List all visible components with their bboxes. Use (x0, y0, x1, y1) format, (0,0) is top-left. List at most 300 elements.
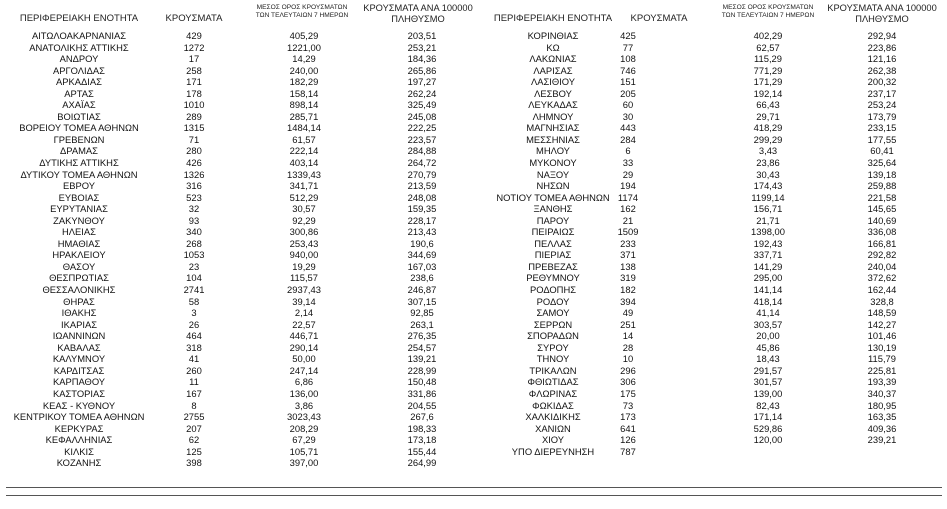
region-name: ΖΑΚΥΝΘΟΥ (53, 214, 105, 226)
table-row (478, 53, 947, 65)
avg-value: 397,00 (289, 457, 319, 469)
table-row (4, 30, 474, 42)
region-name: ΕΒΡΟΥ (62, 180, 95, 192)
region-name: ΝΗΣΩΝ (536, 180, 570, 192)
table-row (478, 30, 947, 42)
per-100k-value: 263,1 (410, 318, 434, 330)
cases-value: 2741 (183, 284, 205, 296)
table-row (4, 53, 474, 65)
table-row (478, 88, 947, 100)
cases-value: 258 (186, 64, 202, 76)
table-row (478, 319, 947, 331)
per-100k-value: 163,35 (867, 411, 897, 423)
per-100k-value: 213,59 (407, 180, 437, 192)
region-name: ΘΗΡΑΣ (63, 295, 95, 307)
table-row (478, 42, 947, 54)
cases-value: 1509 (617, 226, 639, 238)
region-name: ΙΩΑΝΝΙΝΩΝ (52, 330, 106, 342)
cases-value: 73 (622, 399, 634, 411)
table-left (4, 0, 474, 469)
avg-value: 30,43 (756, 168, 780, 180)
per-100k-value: 276,35 (407, 330, 437, 342)
region-name: ΕΥΒΟΙΑΣ (58, 191, 100, 203)
per-100k-value: 92,85 (410, 307, 434, 319)
table-row (4, 192, 474, 204)
avg-value: 19,29 (292, 260, 316, 272)
table-row (478, 388, 947, 400)
per-100k-value: 409,36 (867, 422, 897, 434)
region-name: ΚΕΑΣ - ΚΥΘΝΟΥ (42, 399, 116, 411)
per-100k-value: 139,21 (407, 353, 437, 365)
table-row (478, 157, 947, 169)
per-100k-value: 331,86 (407, 387, 437, 399)
table-row (478, 134, 947, 146)
table-row (4, 457, 474, 469)
avg-value: 174,43 (753, 180, 783, 192)
table-row (4, 42, 474, 54)
cases-value: 62 (188, 434, 200, 446)
cases-value: 787 (620, 445, 636, 457)
region-name: ΚΑΡΔΙΤΣΑΣ (53, 364, 105, 376)
avg-value: 30,57 (292, 203, 316, 215)
per-100k-value: 246,87 (407, 284, 437, 296)
table-row (4, 88, 474, 100)
per-100k-value: 190,6 (410, 237, 434, 249)
per-100k-value: 139,18 (867, 168, 897, 180)
region-name: ΑΧΑΪΑΣ (62, 99, 96, 111)
avg-value: 66,43 (756, 99, 780, 111)
cases-value: 207 (186, 422, 202, 434)
per-100k-value: 253,24 (867, 99, 897, 111)
header-region: ΠΕΡΙΦΕΡΕΙΑΚΗ ΕΝΟΤΗΤΑ (19, 13, 139, 24)
avg-value: 403,14 (289, 157, 319, 169)
region-name: ΠΑΡΟΥ (536, 214, 570, 226)
avg-value: 45,86 (756, 341, 780, 353)
table-row (478, 446, 947, 458)
per-100k-value: 254,57 (407, 341, 437, 353)
cases-value: 394 (620, 295, 636, 307)
table-row (478, 226, 947, 238)
avg-value: 418,29 (753, 122, 783, 134)
region-name: ΘΕΣΠΡΩΤΙΑΣ (49, 272, 109, 284)
table-row (478, 284, 947, 296)
per-100k-value: 101,46 (867, 330, 897, 342)
per-100k-value: 221,58 (867, 191, 897, 203)
region-name: ΚΩ (546, 41, 560, 53)
region-name: ΚΟΡΙΝΘΙΑΣ (527, 30, 579, 41)
avg-value: 23,86 (756, 157, 780, 169)
per-100k-value: 240,04 (867, 260, 897, 272)
region-name: ΑΡΤΑΣ (64, 87, 94, 99)
avg-value: 3023,43 (287, 411, 321, 423)
avg-value: 898,14 (289, 99, 319, 111)
region-name: ΡΟΔΟΠΗΣ (529, 284, 577, 296)
cases-value: 523 (186, 191, 202, 203)
region-name: ΙΘΑΚΗΣ (61, 307, 97, 319)
region-name: ΛΑΣΙΘΙΟΥ (530, 76, 576, 88)
region-name: ΜΕΣΣΗΝΙΑΣ (526, 133, 580, 145)
per-100k-value: 245,08 (407, 110, 437, 122)
cases-value: 104 (186, 272, 202, 284)
table-row (478, 330, 947, 342)
cases-value: 746 (620, 64, 636, 76)
cases-value: 340 (186, 226, 202, 238)
table-row (4, 111, 474, 123)
avg-value: 222,14 (289, 145, 319, 157)
region-name: ΛΗΜΝΟΥ (532, 110, 574, 122)
region-name: ΜΑΓΝΗΣΙΑΣ (526, 122, 580, 134)
avg-value: 92,29 (292, 214, 316, 226)
table-row (4, 215, 474, 227)
avg-value: 303,57 (753, 318, 783, 330)
table-row (4, 423, 474, 435)
avg-value: 2937,43 (287, 284, 321, 296)
cases-value: 28 (622, 341, 634, 353)
region-name: ΚΕΝΤΡΙΚΟΥ ΤΟΜΕΑ ΑΘΗΝΩΝ (13, 411, 145, 423)
table-row (4, 145, 474, 157)
cases-value: 126 (620, 434, 636, 446)
header-avg (242, 4, 362, 20)
table-row (478, 249, 947, 261)
per-100k-value: 121,16 (867, 53, 897, 65)
per-100k-value: 336,08 (867, 226, 897, 238)
cases-value: 251 (620, 318, 636, 330)
per-100k-value: 198,33 (407, 422, 437, 434)
region-name: ΘΕΣΣΑΛΟΝΙΚΗΣ (42, 284, 116, 296)
cases-value: 425 (620, 30, 636, 41)
region-name: ΘΑΣΟΥ (62, 260, 96, 272)
region-name: ΙΚΑΡΙΑΣ (60, 318, 98, 330)
cases-value: 1174 (617, 191, 639, 203)
region-name: ΥΠΟ ΔΙΕΡΕΥΝΗΣΗ (511, 445, 595, 457)
region-name: ΠΕΙΡΑΙΩΣ (531, 226, 575, 238)
avg-value: 62,57 (756, 41, 780, 53)
per-100k-value: 307,15 (407, 295, 437, 307)
region-name: ΑΝΑΤΟΛΙΚΗΣ ΑΤΤΙΚΗΣ (29, 41, 129, 53)
region-name: ΝΟΤΙΟΥ ΤΟΜΕΑ ΑΘΗΝΩΝ (496, 191, 610, 203)
region-name: ΝΑΞΟΥ (536, 168, 570, 180)
avg-value: 1221,00 (287, 41, 321, 53)
per-100k-value: 223,86 (867, 41, 897, 53)
cases-value: 93 (188, 214, 200, 226)
per-100k-value: 222,25 (407, 122, 437, 134)
per-100k-value: 145,65 (867, 203, 897, 215)
header-per (820, 3, 944, 24)
table-row (478, 342, 947, 354)
avg-value: 22,57 (292, 318, 316, 330)
cases-value: 58 (188, 295, 200, 307)
cases-value: 268 (186, 237, 202, 249)
cases-value: 182 (620, 284, 636, 296)
cases-value: 77 (622, 41, 634, 53)
region-name: ΛΑΡΙΣΑΣ (533, 64, 573, 76)
header-cases: ΚΡΟΥΣΜΑΤΑ (630, 13, 688, 24)
per-100k-value: 203,51 (407, 30, 437, 41)
region-name: ΔΡΑΜΑΣ (60, 145, 98, 157)
table-row (4, 446, 474, 458)
avg-value: 29,71 (756, 110, 780, 122)
table-row (478, 122, 947, 134)
per-100k-value: 284,88 (407, 145, 437, 157)
rows-left (4, 30, 474, 469)
avg-value: 50,00 (292, 353, 316, 365)
cases-value: 205 (620, 87, 636, 99)
table-header-left (4, 0, 474, 30)
region-name: ΚΑΡΠΑΘΟΥ (52, 376, 106, 388)
avg-value: 105,71 (289, 445, 319, 457)
table-row (4, 238, 474, 250)
avg-value: 1199,14 (751, 191, 785, 203)
region-name: ΛΑΚΩΝΙΑΣ (529, 53, 577, 65)
table-row (4, 353, 474, 365)
cases-value: 173 (620, 411, 636, 423)
per-100k-value: 262,38 (867, 64, 897, 76)
cases-value: 296 (620, 364, 636, 376)
region-name: ΚΑΣΤΟΡΙΑΣ (52, 387, 106, 399)
per-100k-value: 239,21 (867, 434, 897, 446)
cases-value: 1272 (183, 41, 205, 53)
table-row (478, 423, 947, 435)
cases-value: 30 (622, 110, 634, 122)
avg-value: 940,00 (289, 249, 319, 261)
avg-value: 529,86 (753, 422, 783, 434)
region-name: ΔΥΤΙΚΗΣ ΑΤΤΙΚΗΣ (39, 157, 119, 169)
avg-value: 1398,00 (751, 226, 785, 238)
region-name: ΚΟΖΑΝΗΣ (56, 457, 102, 469)
per-100k-value: 155,44 (407, 445, 437, 457)
table-row (4, 203, 474, 215)
avg-value: 253,43 (289, 237, 319, 249)
table-row (478, 76, 947, 88)
table-row (478, 180, 947, 192)
region-name: ΛΕΣΒΟΥ (534, 87, 572, 99)
header-avg-line1: ΜΕΣΟΣ ΟΡΟΣ ΚΡΟΥΣΜΑΤΩΝ (722, 4, 814, 11)
per-100k-value: 237,17 (867, 87, 897, 99)
per-100k-value: 233,15 (867, 122, 897, 134)
avg-value: 156,71 (753, 203, 783, 215)
table-row (4, 122, 474, 134)
cases-value: 21 (622, 214, 634, 226)
region-name: ΠΕΛΛΑΣ (534, 237, 572, 249)
avg-value: 41,14 (756, 307, 780, 319)
avg-value: 115,57 (290, 272, 318, 284)
region-name: ΦΛΩΡΙΝΑΣ (528, 387, 578, 399)
region-name: ΒΟΡΕΙΟΥ ΤΟΜΕΑ ΑΘΗΝΩΝ (19, 122, 139, 134)
cases-value: 175 (620, 387, 636, 399)
table-row (478, 365, 947, 377)
avg-value: 182,29 (289, 76, 319, 88)
per-100k-value: 344,69 (407, 249, 437, 261)
per-100k-value: 225,81 (867, 364, 897, 376)
table-row (478, 353, 947, 365)
region-name: ΣΑΜΟΥ (536, 307, 570, 319)
region-name: ΧΑΝΙΩΝ (535, 422, 571, 434)
per-100k-value: 292,94 (867, 30, 897, 41)
table-row (478, 400, 947, 412)
region-name: ΣΥΡΟΥ (537, 341, 569, 353)
per-100k-value: 167,03 (407, 260, 437, 272)
region-name: ΚΕΦΑΛΛΗΝΙΑΣ (45, 434, 113, 446)
table-row (4, 434, 474, 446)
cases-value: 60 (622, 99, 634, 111)
per-100k-value: 267,6 (410, 411, 434, 423)
region-name: ΚΑΒΑΛΑΣ (57, 341, 101, 353)
cases-value: 23 (188, 260, 200, 272)
per-100k-value: 264,99 (407, 457, 437, 469)
cases-value: 178 (186, 87, 202, 99)
table-row (4, 169, 474, 181)
header-avg-line1: ΜΕΣΟΣ ΟΡΟΣ ΚΡΟΥΣΜΑΤΩΝ (256, 4, 348, 11)
cases-value: 1315 (183, 122, 205, 134)
table-row (4, 249, 474, 261)
header-avg (706, 4, 830, 20)
per-100k-value: 150,48 (407, 376, 437, 388)
table-row (4, 226, 474, 238)
table-row (4, 330, 474, 342)
per-100k-value: 259,88 (867, 180, 897, 192)
region-name: ΚΙΛΚΙΣ (64, 445, 94, 457)
avg-value: 3,43 (758, 145, 778, 157)
region-name: ΠΙΕΡΙΑΣ (534, 249, 572, 261)
cases-value: 17 (188, 53, 200, 65)
avg-value: 446,71 (289, 330, 319, 342)
per-100k-value: 248,08 (407, 191, 437, 203)
avg-value: 14,29 (292, 53, 316, 65)
avg-value: 39,14 (292, 295, 316, 307)
avg-value: 295,00 (753, 272, 783, 284)
avg-value: 192,14 (753, 87, 783, 99)
region-name: ΧΑΛΚΙΔΙΚΗΣ (525, 411, 581, 423)
per-100k-value: 213,43 (407, 226, 437, 238)
cases-value: 316 (186, 180, 202, 192)
cases-value: 398 (186, 457, 202, 469)
header-avg-line2: ΤΩΝ ΤΕΛΕΥΤΑΙΩΝ 7 ΗΜΕΡΩΝ (721, 12, 815, 19)
cases-value: 151 (620, 76, 636, 88)
per-100k-value: 173,79 (867, 110, 897, 122)
avg-value: 3,86 (294, 399, 314, 411)
avg-value: 171,14 (753, 411, 783, 423)
avg-value: 301,57 (753, 376, 783, 388)
cases-value: 289 (186, 110, 202, 122)
header-per-line1: ΚΡΟΥΣΜΑΤΑ ΑΝΑ 100000 (363, 3, 473, 13)
cases-value: 280 (186, 145, 202, 157)
cases-value: 318 (186, 341, 202, 353)
avg-value: 405,29 (289, 30, 319, 41)
cases-value: 11 (189, 376, 199, 388)
region-name: ΛΕΥΚΑΔΑΣ (528, 99, 578, 111)
per-100k-value: 166,81 (867, 237, 897, 249)
table-row (4, 400, 474, 412)
table-row (478, 376, 947, 388)
per-100k-value: 142,27 (867, 318, 897, 330)
avg-value: 291,57 (753, 364, 783, 376)
per-100k-value: 223,57 (407, 133, 437, 145)
avg-value: 299,29 (753, 133, 783, 145)
table-row (4, 65, 474, 77)
table-row (4, 180, 474, 192)
avg-value: 418,14 (753, 295, 783, 307)
table-row (478, 203, 947, 215)
cases-value: 371 (620, 249, 636, 261)
region-name: ΚΑΛΥΜΝΟΥ (52, 353, 106, 365)
table-row (478, 215, 947, 227)
region-name: ΦΩΚΙΔΑΣ (532, 399, 574, 411)
avg-value: 1339,43 (287, 168, 321, 180)
avg-value: 158,14 (289, 87, 319, 99)
per-100k-value: 60,41 (870, 145, 894, 157)
region-name: ΜΥΚΟΝΟΥ (529, 157, 577, 169)
cases-value: 108 (620, 53, 636, 65)
cases-value: 32 (188, 203, 200, 215)
avg-value: 141,14 (753, 284, 783, 296)
per-100k-value: 328,8 (870, 295, 894, 307)
cases-value: 233 (620, 237, 636, 249)
region-name: ΑΝΔΡΟΥ (59, 53, 99, 65)
per-100k-value: 228,99 (407, 364, 437, 376)
cases-value: 260 (186, 364, 202, 376)
avg-value: 6,86 (294, 376, 314, 388)
cases-value: 1010 (183, 99, 205, 111)
cases-value: 1053 (183, 249, 205, 261)
table-row (4, 76, 474, 88)
per-100k-value: 325,64 (867, 157, 897, 169)
table-header-right (478, 0, 947, 30)
table-row (4, 307, 474, 319)
cases-value: 14 (622, 330, 634, 342)
table-row (4, 157, 474, 169)
table-row (4, 261, 474, 273)
cases-value: 33 (622, 157, 634, 169)
avg-value: 139,00 (753, 387, 783, 399)
table-right (478, 0, 947, 457)
region-name: ΠΡΕΒΕΖΑΣ (528, 260, 578, 272)
header-per-line2: ΠΛΗΘΥΣΜΟ (855, 13, 909, 24)
cases-value: 29 (622, 168, 634, 180)
avg-value: 512,29 (289, 191, 319, 203)
region-name: ΒΟΙΩΤΙΑΣ (57, 110, 101, 122)
per-100k-value: 340,37 (867, 387, 897, 399)
avg-value: 192,43 (753, 237, 783, 249)
region-name: ΣΕΡΡΩΝ (533, 318, 573, 330)
per-100k-value: 292,82 (867, 249, 897, 261)
avg-value: 771,29 (753, 64, 783, 76)
region-name: ΧΙΟΥ (541, 434, 565, 446)
region-name: ΑΡΓΟΛΙΔΑΣ (53, 64, 105, 76)
cases-value: 6 (625, 145, 631, 157)
cases-value: 162 (620, 203, 636, 215)
region-name: ΕΥΡΥΤΑΝΙΑΣ (50, 203, 108, 215)
table-row (4, 365, 474, 377)
avg-value: 21,71 (756, 214, 780, 226)
avg-value: 115,29 (754, 53, 782, 65)
region-name: ΗΛΕΙΑΣ (62, 226, 96, 238)
avg-value: 247,14 (289, 364, 319, 376)
region-name: ΑΡΚΑΔΙΑΣ (56, 76, 102, 88)
avg-value: 61,57 (292, 133, 316, 145)
avg-value: 82,43 (756, 399, 780, 411)
divider-line (6, 495, 942, 496)
per-100k-value: 162,44 (867, 284, 897, 296)
cases-value: 41 (188, 353, 200, 365)
table-row (4, 411, 474, 423)
header-per-line2: ΠΛΗΘΥΣΜΟ (391, 13, 445, 24)
per-100k-value: 148,59 (867, 307, 897, 319)
table-row (478, 434, 947, 446)
table-row (478, 272, 947, 284)
per-100k-value: 177,55 (867, 133, 897, 145)
cases-value: 284 (620, 133, 636, 145)
cases-value: 3 (191, 307, 197, 319)
